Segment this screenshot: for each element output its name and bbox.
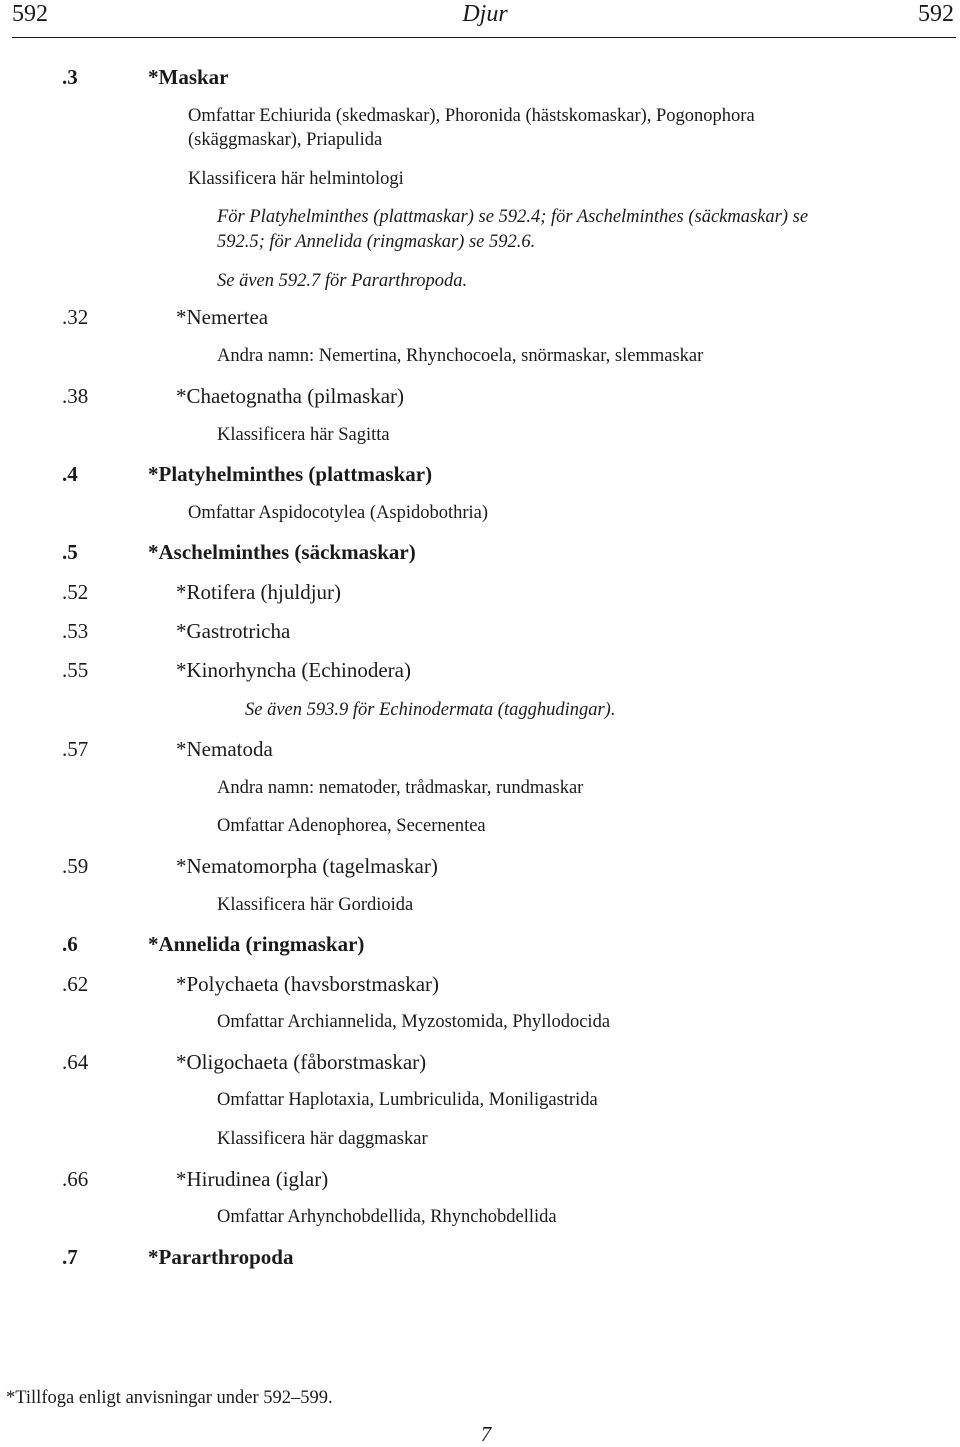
entry-note: 592.5; för Annelida (ringmaskar) se 592.6.	[217, 232, 536, 252]
entry-code: .4	[62, 462, 78, 486]
entry-code: .53	[62, 619, 89, 643]
header-page-right: 592	[918, 1, 954, 27]
entry-code: .38	[62, 384, 89, 408]
entry-term: *Rotifera (hjuldjur)	[176, 580, 342, 604]
entry-term: *Nematomorpha (tagelmaskar)	[176, 854, 438, 878]
entry-note: Omfattar Archiannelida, Myzostomida, Phyllodocida	[217, 1012, 611, 1032]
entry-note: Omfattar Aspidocotylea (Aspidobothria)	[188, 503, 489, 523]
header-rule	[12, 37, 956, 38]
entry-term: *Hirudinea (iglar)	[176, 1167, 329, 1191]
entry-note: Omfattar Arhynchobdellida, Rhynchobdellida	[217, 1207, 557, 1227]
entry-term: *Nematoda	[176, 737, 273, 761]
entry-note: Omfattar Echiurida (skedmaskar), Phoronida (hästskomaskar), Pogonophora	[188, 106, 755, 126]
entry-code: .32	[62, 305, 89, 329]
entry-term: *Aschelminthes (säckmaskar)	[148, 540, 416, 564]
entry-note: Klassificera här Sagitta	[217, 425, 390, 445]
entry-note: Klassificera här helmintologi	[188, 169, 404, 189]
entry-term: *Annelida (ringmaskar)	[148, 932, 365, 956]
entry-code: .59	[62, 854, 89, 878]
entry-note: Se även 592.7 för Pararthropoda.	[217, 271, 468, 291]
entry-note: Andra namn: Nemertina, Rhynchocoela, snörmaskar, slemmaskar	[217, 346, 704, 366]
entry-note: Omfattar Haplotaxia, Lumbriculida, Moniligastrida	[217, 1090, 598, 1110]
entry-term: *Chaetognatha (pilmaskar)	[176, 384, 405, 408]
entry-term: *Polychaeta (havsborstmaskar)	[176, 972, 440, 996]
entry-note: Omfattar Adenophorea, Secernentea	[217, 816, 486, 836]
header-section-title: Djur	[462, 1, 508, 27]
entry-note: Klassificera här Gordioida	[217, 895, 414, 915]
entry-term: *Maskar	[148, 65, 229, 89]
entry-note: Klassificera här daggmaskar	[217, 1129, 428, 1149]
entry-code: .6	[62, 932, 78, 956]
footnote: *Tillfoga enligt anvisningar under 592–599.	[6, 1388, 333, 1408]
entry-term: *Nemertea	[176, 305, 269, 329]
entry-term: *Pararthropoda	[148, 1245, 294, 1269]
entry-code: .64	[62, 1050, 89, 1074]
entry-note: (skäggmaskar), Priapulida	[188, 130, 383, 150]
entry-code: .66	[62, 1167, 89, 1191]
entry-code: .62	[62, 972, 89, 996]
entry-code: .5	[62, 540, 78, 564]
header-page-left: 592	[12, 1, 48, 27]
entry-term: *Kinorhyncha (Echinodera)	[176, 658, 411, 682]
entry-note: För Platyhelminthes (plattmaskar) se 592.4; för Aschelminthes (säckmaskar) se	[217, 207, 809, 227]
entry-term: *Oligochaeta (fåborstmaskar)	[176, 1050, 427, 1074]
page-number: 7	[480, 1422, 492, 1446]
entry-note: Se även 593.9 för Echinodermata (tagghudingar).	[245, 700, 616, 720]
entry-code: .3	[62, 65, 78, 89]
entry-code: .55	[62, 658, 89, 682]
entry-code: .57	[62, 737, 89, 761]
entry-term: *Gastrotricha	[176, 619, 291, 643]
entry-code: .7	[62, 1245, 78, 1269]
entry-code: .52	[62, 580, 89, 604]
entry-note: Andra namn: nematoder, trådmaskar, rundmaskar	[217, 778, 584, 798]
entry-term: *Platyhelminthes (plattmaskar)	[148, 462, 433, 486]
